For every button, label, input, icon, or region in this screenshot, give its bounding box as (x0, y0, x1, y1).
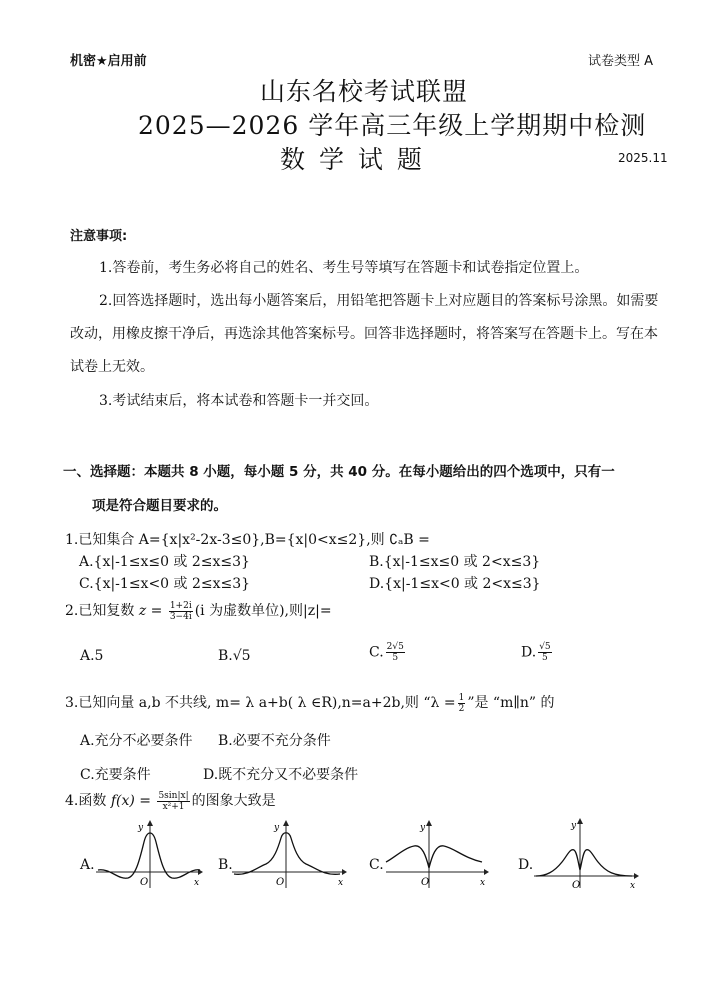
q4-option-b-label: B. (218, 857, 233, 873)
q3-fraction (458, 693, 466, 714)
q1-option-a: A.{x|-1≤x≤0 或 2≤x≤3} (79, 554, 250, 570)
q2-stem-suffix: (i 为虚数单位),则|z|= (194, 603, 332, 619)
exam-title: 2025—2026 学年高三年级上学期期中检测 (138, 111, 647, 140)
q4-frac-num: 5sin|x| (158, 790, 189, 801)
y-label: y (571, 821, 577, 831)
x-label: x (630, 881, 636, 890)
q2-option-b (218, 648, 251, 664)
subject-title: 数 学 试 题 (280, 145, 425, 174)
q3-stem (65, 692, 554, 714)
x-label: x (194, 878, 200, 888)
q3-stem-prefix: 3.已知向量 a,b 不共线, m= λ a+b( λ ∈R),n=a+2b,则 “λ = (65, 695, 456, 711)
q2-option-c-num: 2√5 (386, 642, 404, 652)
q3-option-d: D.既不充分又不必要条件 (203, 767, 359, 783)
q4-option-a-label: A. (80, 857, 95, 873)
q2-option-c-den: 5 (392, 653, 399, 663)
q2-option-c (369, 642, 407, 663)
section-1-heading-cont: 项是符合题目要求的。 (92, 498, 227, 514)
y-label: y (420, 823, 426, 833)
q4-stem (65, 790, 276, 812)
q2-stem (65, 600, 332, 622)
q4-fraction (157, 791, 189, 812)
q2-z-equals: z = (138, 603, 163, 619)
q4-stem-prefix: 4.函数 (65, 793, 111, 809)
q2-option-c-prefix: C. (369, 644, 384, 661)
q2-option-d (521, 642, 554, 663)
q2-option-a: A.5 (80, 648, 104, 664)
y-axis-arrow-icon (577, 818, 583, 824)
x-label: x (338, 878, 344, 888)
origin-label: O (276, 877, 285, 888)
curve-c (386, 846, 482, 868)
y-label: y (274, 823, 280, 833)
q2-frac-num: 1+2i (169, 600, 192, 611)
q4-stem-suffix: 的图象大致是 (191, 793, 276, 809)
notice-item-2-line-1: 2.回答选择题时，选出每小题答案后，用铅笔把答题卡上对应题目的答案标号涂黑。如需要 (99, 293, 659, 309)
q1-option-c: C.{x|-1≤x<0 或 2≤x≤3} (79, 576, 251, 592)
curve-d (536, 850, 632, 876)
exam-date: 2025.11 (618, 151, 668, 165)
q2-option-d-prefix: D. (521, 644, 537, 661)
q2-option-d-num: √5 (539, 642, 551, 652)
q1-option-d: D.{x|-1≤x<0 或 2<x≤3} (369, 576, 541, 592)
q4-graph-b (230, 818, 348, 890)
section-1-heading: 一、选择题：本题共 8 小题，每小题 5 分，共 40 分。在每小题给出的四个选项中，只有一 (63, 464, 615, 480)
y-axis-arrow-icon (426, 820, 432, 826)
notice-item-2-line-2: 改动，用橡皮擦干净后，再选涂其他答案标号。回答非选择题时，将答案写在答题卡上。写在本 (70, 326, 658, 342)
paper-type-label: 试卷类型 A (588, 54, 654, 69)
notice-item-2-line-3: 试卷上无效。 (70, 359, 154, 375)
origin-label: O (421, 877, 430, 888)
org-title: 山东名校考试联盟 (259, 77, 468, 106)
origin-label: O (140, 877, 149, 888)
q1-option-b: B.{x|-1≤x≤0 或 2<x≤3} (369, 554, 541, 570)
notice-item-3: 3.考试结束后，将本试卷和答题卡一并交回。 (99, 393, 379, 409)
notice-item-1: 1.答卷前，考生务必将自己的姓名、考生号等填写在答题卡和试卷指定位置上。 (99, 260, 589, 276)
q4-option-d-label: D. (518, 857, 534, 873)
q4-frac-den: x²+1 (162, 801, 185, 812)
q4-graph-d (532, 818, 642, 890)
q2-option-d-den: 5 (542, 653, 548, 663)
q2-option-c-fraction (386, 642, 405, 663)
curve-a (98, 833, 200, 878)
q4-fx: f(x) = (110, 793, 151, 809)
q4-graph-a (94, 818, 204, 890)
q2-option-b-value: √5 (232, 648, 251, 664)
q4-graph-c (384, 818, 492, 890)
q2-fraction (169, 601, 193, 622)
origin-label: O (572, 880, 581, 890)
x-axis-arrow-icon (342, 869, 347, 875)
q1-stem: 1.已知集合 A={x|x²-2x-3≤0},B={x|0<x≤2},则 ∁ₐB = (65, 532, 430, 548)
q2-stem-prefix: 2.已知复数 (65, 603, 139, 619)
curve-b (234, 833, 340, 875)
q3-option-c: C.充要条件 (80, 767, 151, 783)
notice-heading: 注意事项: (70, 229, 128, 244)
x-label: x (480, 878, 486, 888)
q2-frac-den: 3−4i (169, 611, 192, 622)
q3-option-a: A.充分不必要条件 (80, 733, 193, 749)
q3-stem-suffix: ”是 “m∥n” 的 (467, 695, 555, 711)
q3-frac-num: 1 (458, 692, 465, 703)
y-axis-arrow-icon (283, 820, 289, 826)
q3-frac-den: 2 (458, 703, 465, 714)
q3-option-b: B.必要不充分条件 (218, 733, 331, 749)
x-axis-arrow-icon (484, 869, 489, 875)
q4-option-c-label: C. (369, 857, 384, 873)
x-axis-arrow-icon (634, 873, 639, 879)
y-axis-arrow-icon (147, 820, 153, 826)
y-label: y (138, 823, 144, 833)
confidential-label: 机密★启用前 (70, 54, 147, 69)
q2-option-b-prefix: B. (218, 648, 233, 664)
q2-option-d-fraction (538, 642, 551, 663)
